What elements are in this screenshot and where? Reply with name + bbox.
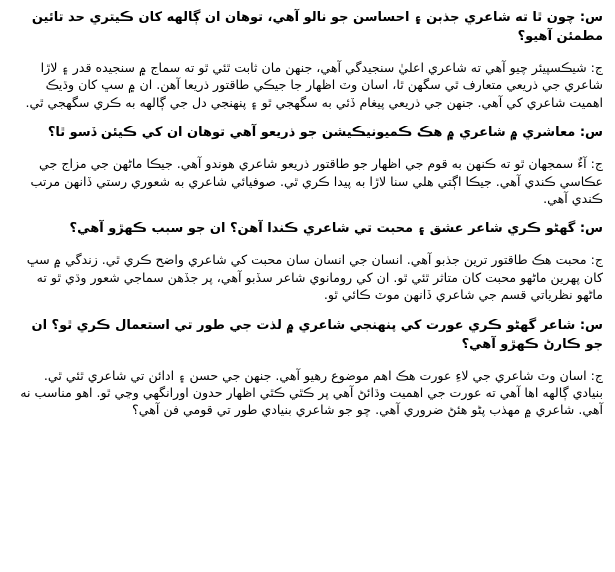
question-3: س: گهڻو ڪري شاعر عشق ۽ محبت تي شاعري ڪندا آهن؟ ان جو سبب ڪهڙو آهي؟	[69, 221, 603, 237]
question-2: س: معاشري ۾ شاعري ۾ هڪ ڪميونيڪيشن جو ذريعو آهي توهان ان کي ڪيئن ڏسو ٿا؟	[47, 125, 603, 141]
qa-block	[10, 316, 603, 419]
answer-3: ج: محبت هڪ طاقتور ترين جذبو آهي. انسان جي انسان سان محبت کي شاعري واضح ڪري ٿي. زندگي ۾ سڀ کان پهرين ماڻهو محبت کان متاثر ٿئي ٿو. ان کي رومانوي شاعر سڏبو آهي، پر جڏهن سماجي شعور وڌي ٿو ته ماڻهو نظرياتي قسم جي شاعري ڏانهن موٽ ڪائي ٿو.	[26, 252, 603, 303]
question-1: س: چون ٿا ته شاعري جذبن ۽ احساسن جو نالو آهي، توهان ان ڳالهه کان ڪيتري حد تائين مطمئن آهيو؟	[31, 10, 603, 44]
qa-block	[10, 219, 603, 303]
answer-2: ج: آءٌ سمجهان ٿو ته ڪنهن به قوم جي اظهار جو طاقتور ذريعو شاعري هوندو آهي. جيڪا ماڻهن جي مزاج جي عڪاسي ڪندي آهي. جيڪا اڳتي هلي سنا لاڙا به پيدا ڪري ٿي. صوفيائي شاعري به شعوري رستي ڏانهن مرتب ڪندي آهي.	[30, 156, 603, 207]
question-4: س: شاعر گهڻو ڪري عورت کي پنهنجي شاعري ۾ لذت جي طور تي استعمال ڪري ٿو؟ ان جو ڪارڻ ڪهڙو آهي؟	[31, 317, 603, 352]
qa-block	[10, 8, 603, 111]
qa-block	[10, 123, 603, 207]
answer-1: ج: شيڪسپيئر چيو آهي ته شاعري اعليٰ سنجيدگي آهي، جنهن مان ثابت ٿئي ٿو ته سماج ۾ سنجيده قدر ۽ لاڙا شاعري جي ذريعي متعارف ٿي سگهن ٿا، اسان وٽ اظهار جا جيڪي طاقتور ذريعا آهن. ان ۾ سڀ کان وڌيڪ اهميت شاعري کي آهي. جنهن جي ذريعي پيغام ڏئي به سگهجي ٿو ۽ پنهنجي دل جي ڳالهه به ڪري سگهجي ٿي.	[25, 60, 603, 110]
answer-4: ج: اسان وٽ شاعري جي لاءِ عورت هڪ اهم موضوع رهيو آهي. جنهن جي حسن ۽ ادائن تي شاعري ٿئي ٿي. بنيادي ڳالهه اها آهي ته عورت جي اهميت وڌائڻ آهي پر ڪٿي ڪٿي اظهار حدون اورانگهي وڃي ٿو. اهو مناسب نه آهي. شاعري ۾ مهذب پڻو هئڻ ضروري آهي. چو جو شاعري بنيادي طور تي قومي فن آهي؟	[20, 367, 603, 418]
